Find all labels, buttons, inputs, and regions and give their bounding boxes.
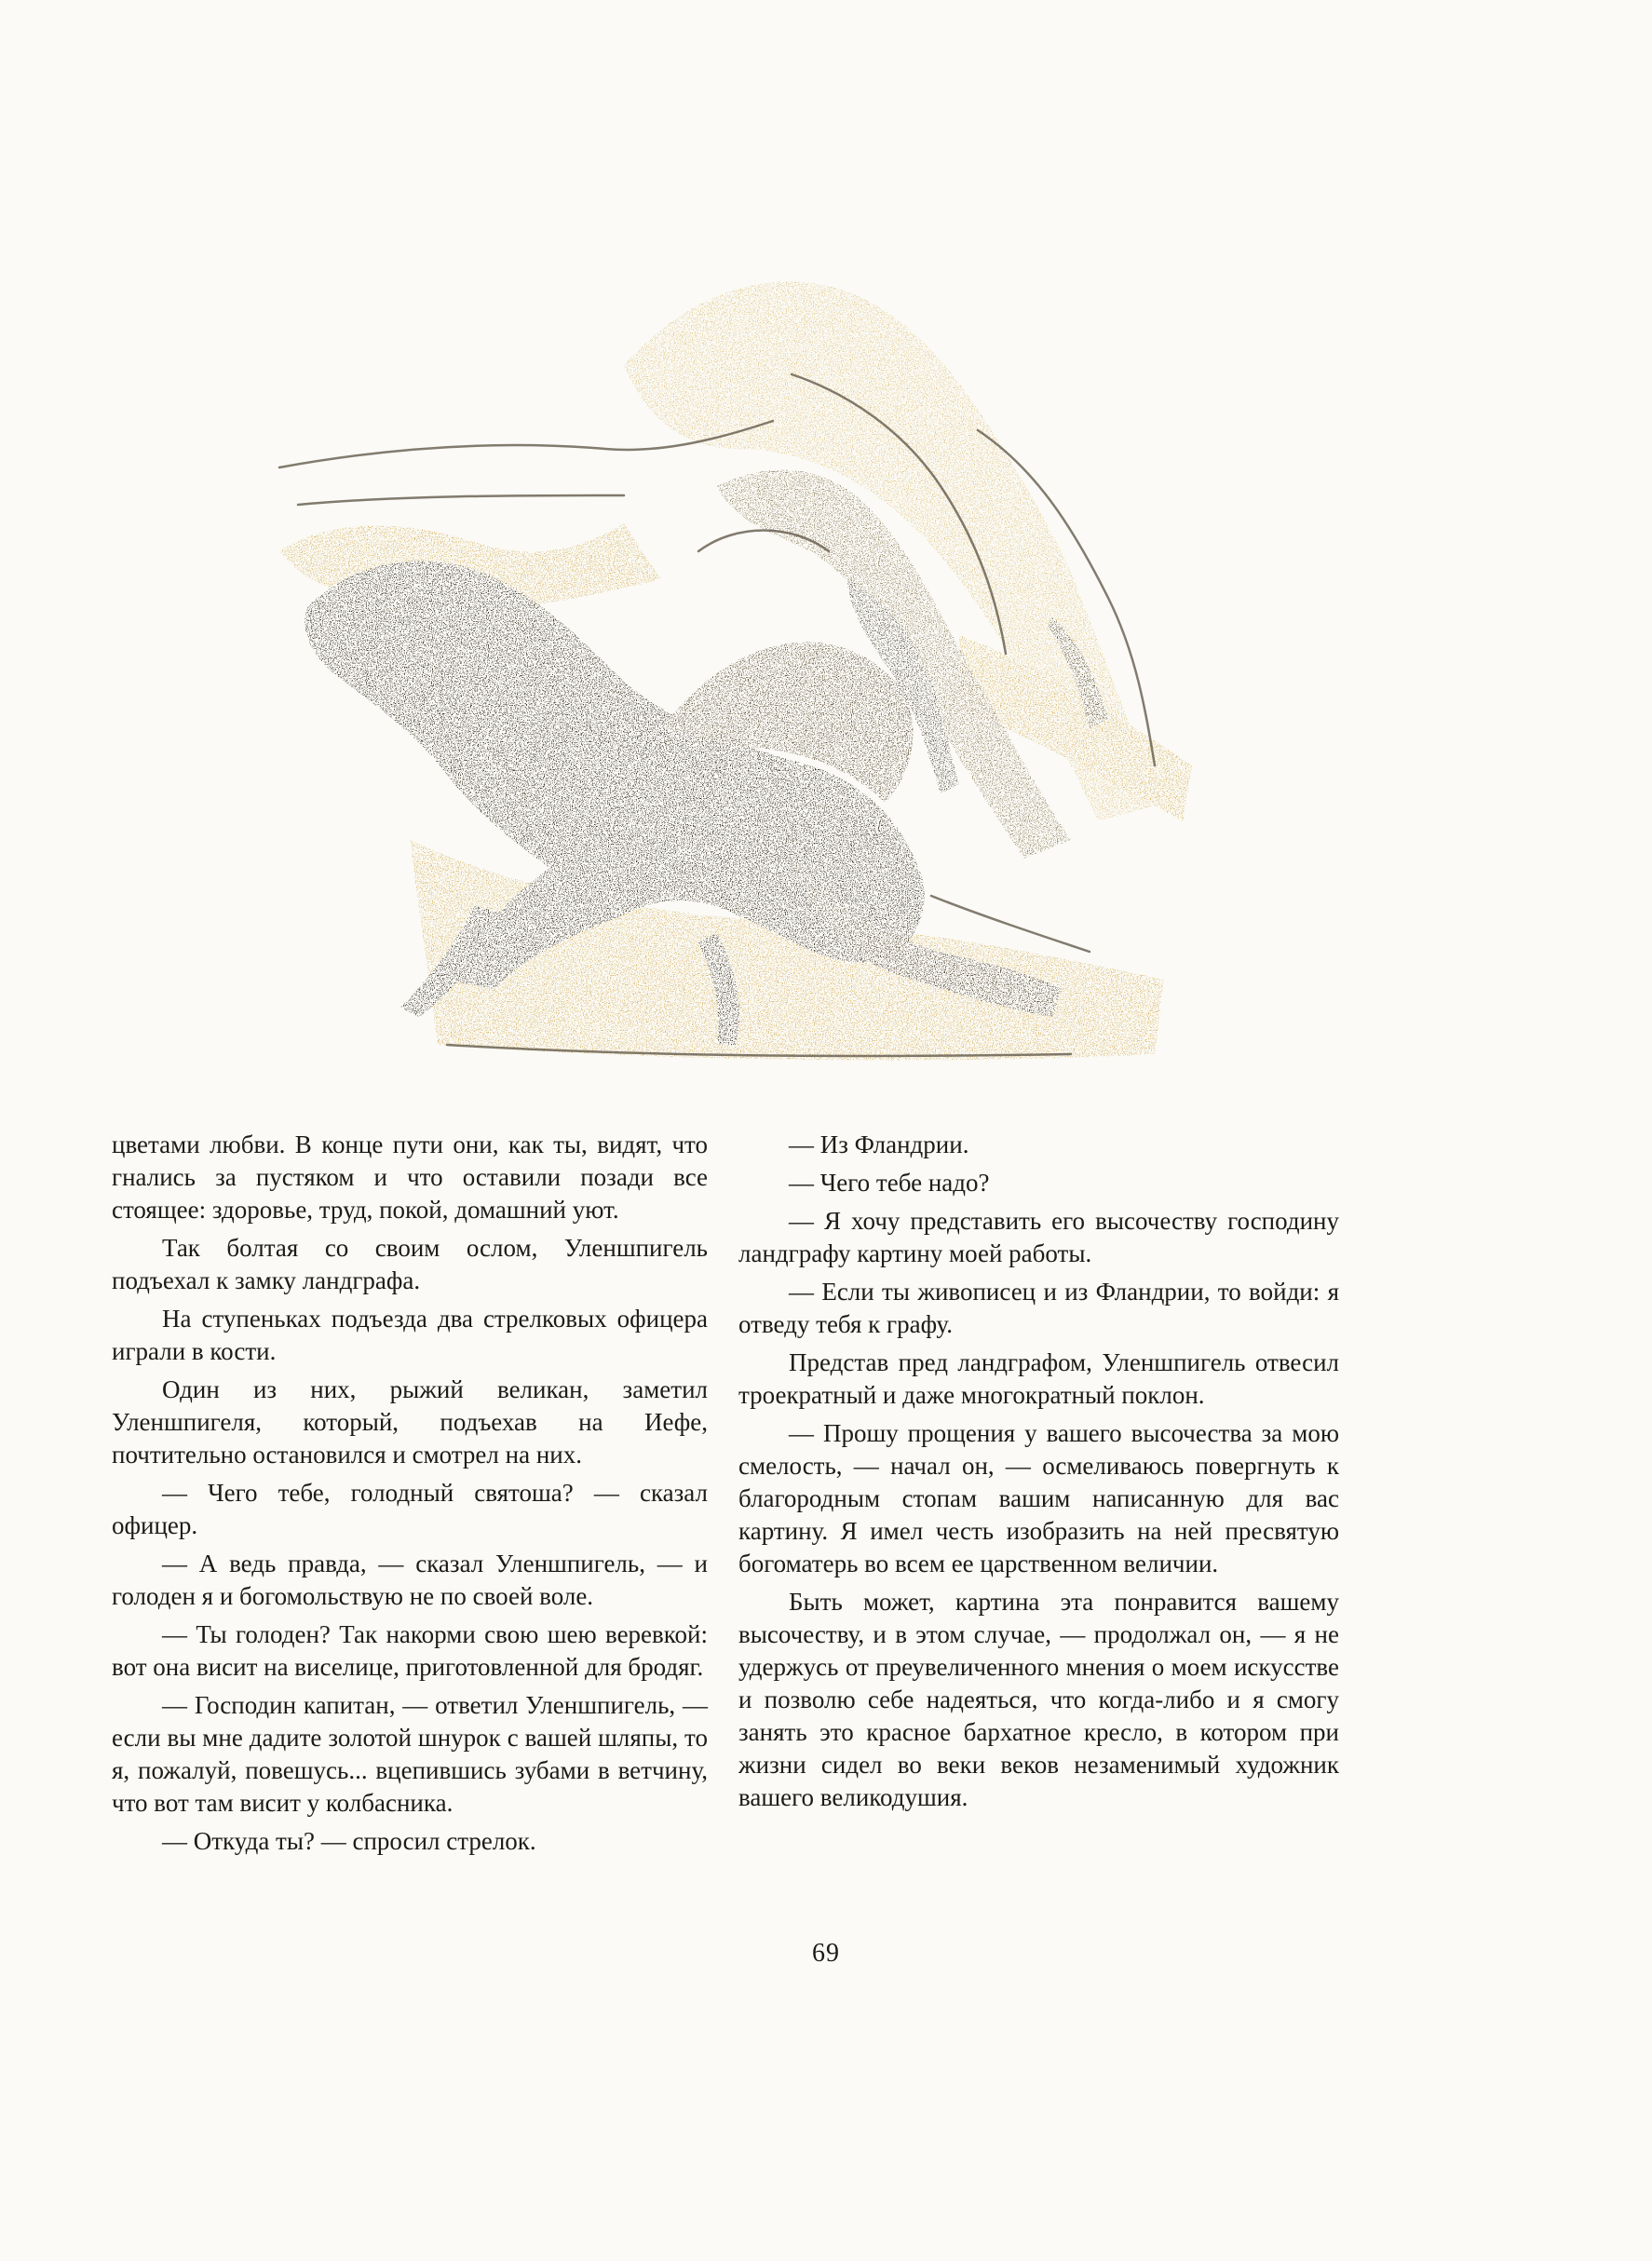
paragraph: Быть может, картина эта понравится вашему высочеству, и в этом случае, — продолжал он, — я не удержусь от преувеличенного мнения о моем искусстве и позволю себе надеяться, что когда-либо и я смогу занять это красное бархатное кресло, в котором при жизни сидел во веки веков незаменимый художник вашего великодушия. (738, 1588, 1339, 1811)
paragraph: Представ пред ландграфом, Уленшпигель отвесил троекратный и даже многократный поклон. (738, 1348, 1339, 1409)
text-column-left (112, 1129, 708, 1863)
paragraph: — Господин капитан, — ответил Уленшпигель, — если вы мне дадите золотой шнурок с вашей шляпы, то я, пожалуй, повешусь... вцепившись зубами в ветчину, что вот там висит у колбасника. (112, 1691, 708, 1817)
paragraph: — Если ты живописец и из Фландрии, то войди: я отведу тебя к графу. (738, 1278, 1339, 1338)
paragraph: Один из них, рыжий великан, заметил Уленшпигеля, который, подъехав на Иефе, почтительно остановился и смотрел на них. (112, 1375, 708, 1469)
paragraph: — А ведь правда, — сказал Уленшпигель, — и голоден я и богомольствую не по своей воле. (112, 1550, 708, 1610)
text-column-right (738, 1129, 1339, 1820)
paragraph: — Я хочу представить его высочеству господину ландграфу картину моей работы. (738, 1207, 1339, 1267)
paragraph: Так болтая со своим ослом, Уленшпигель подъехал к замку ландграфа. (112, 1234, 708, 1294)
paragraph: — Чего тебе надо? (789, 1169, 990, 1197)
paragraph: — Прошу прощения у вашего высочества за мою смелость, — начал он, — осмеливаюсь повергнуть к благородным стопам вашим написанную для вас картину. Я имел честь изобразить на ней пресвятую богоматерь во всем ее царственном величии. (738, 1419, 1339, 1577)
page-number: 69 (812, 1939, 840, 1968)
illustration-drawing (140, 244, 1276, 1082)
paragraph: — Чего тебе, голодный святоша? — сказал офицер. (112, 1479, 708, 1539)
paragraph: На ступеньках подъезда два стрелковых офицера играли в кости. (112, 1305, 708, 1365)
illustration-rider-on-horse (140, 244, 1276, 1082)
paragraph: цветами любви. В конце пути они, как ты, видят, что гнались за пустяком и что оставили позади все стоящее: здоровье, труд, покой, домашний уют. (112, 1130, 708, 1224)
paragraph: — Из Фландрии. (789, 1130, 969, 1158)
paragraph: — Ты голоден? Так накорми свою шею веревкой: вот она висит на виселице, приготовленной для бродяг. (112, 1620, 708, 1681)
paragraph: — Откуда ты? — спросил стрелок. (162, 1827, 536, 1855)
